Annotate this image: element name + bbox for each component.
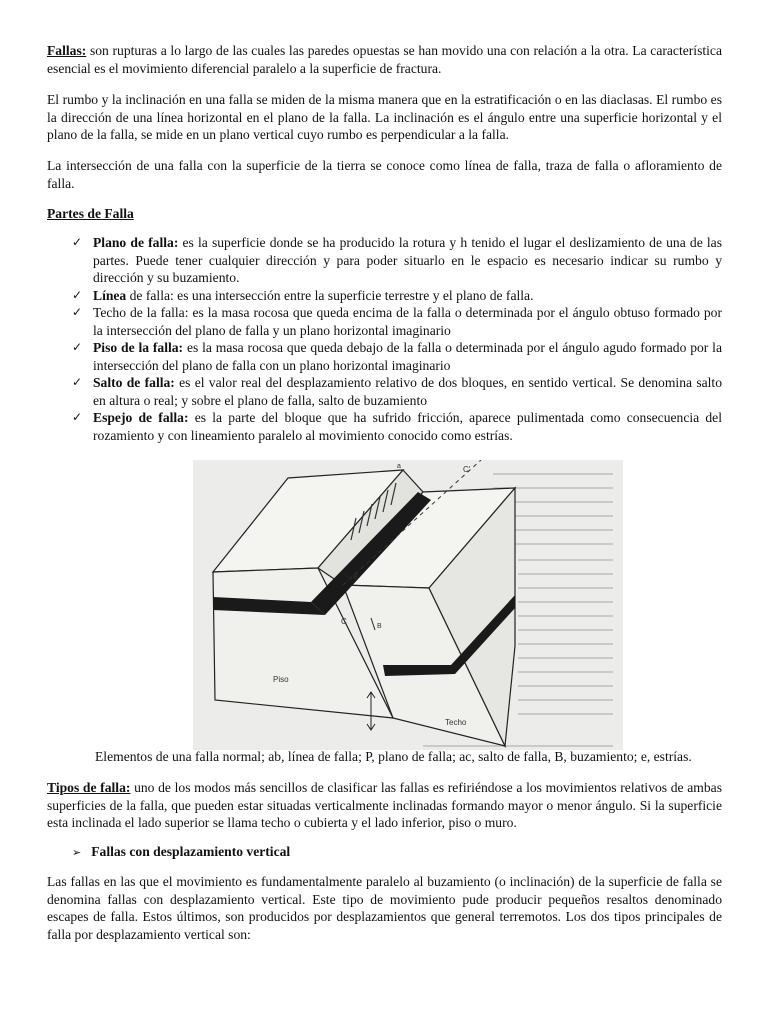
- fallas-term: Fallas:: [47, 43, 87, 58]
- list-item: [72, 287, 722, 305]
- label-c: C: [341, 617, 347, 626]
- item-text: es la parte del bloque que ha sufrido fricción, aparece pulimentada como consecuencia del rozamiento y con lineamiento paralelo al movimiento conocido como estrías.: [93, 410, 722, 443]
- item-term: Piso de la falla:: [93, 340, 184, 355]
- vertical-heading: [72, 843, 290, 862]
- tipos-paragraph: [47, 779, 722, 832]
- label-techo: Techo: [445, 718, 467, 727]
- label-c-top: C': [463, 465, 471, 474]
- item-text: Techo de la falla: es la masa rocosa que queda encima de la falla o determinada por el ángulo obtuso formado por la intersección del plano de falla y un plano horizontal imaginario: [93, 305, 722, 338]
- fault-diagram: [193, 460, 623, 750]
- item-text: es la superficie donde se ha producido la rotura y h tenido el lugar el deslizamiento de una de las partes. Puede tener cualquier dirección y para poder situarlo en le espacio es necesario indicar su rumbo y dirección y su buzamiento.: [93, 235, 723, 285]
- vertical-heading-text: Fallas con desplazamiento vertical: [91, 844, 291, 859]
- list-item: [72, 339, 722, 374]
- checkmark-icon: ✓: [72, 287, 83, 302]
- list-item: [72, 374, 722, 409]
- tipos-text: uno de los modos más sencillos de clasificar las fallas es refiriéndose a los movimientos relativos de ambas superficies de la falla, que pueden estar situadas verticalmente inclinadas formando mayor o menor ángulo. Si la superficie esta inclinada el lado superior se llama techo o cubierta y el lado inferior, piso o muro.: [47, 780, 722, 830]
- item-text: de falla: es una intersección entre la superficie terrestre y el plano de falla.: [126, 287, 534, 303]
- list-item: [72, 234, 722, 287]
- vertical-paragraph: Las fallas en las que el movimiento es fundamentalmente paralelo al buzamiento (o inclinación) de la superficie de falla se denomina fallas con desplazamiento vertical. Este tipo de movimiento pude producir pequeños resaltos denominado escapes de falla. Estos últimos, son producidos por desplazamientos que general terremotos. Los dos tipos principales de falla por desplazamiento vertical son:: [47, 874, 722, 942]
- list-item: [72, 409, 722, 444]
- item-term: Plano de falla:: [93, 235, 179, 250]
- label-a: a: [397, 463, 401, 470]
- item-text: es el valor real del desplazamiento relativo de dos bloques, en sentido vertical. Se denomina salto en altura o real; y sobre el plano de falla, salto de buzamiento: [93, 375, 722, 408]
- checkmark-icon: ✓: [72, 340, 83, 354]
- fallas-definition: [47, 42, 722, 77]
- tipos-term: Tipos de falla:: [47, 780, 131, 795]
- checkmark-icon: ✓: [72, 375, 83, 389]
- partes-list: [72, 234, 722, 444]
- checkmark-icon: ✓: [72, 410, 83, 424]
- label-b-lower: B: [377, 623, 382, 630]
- label-b-upper: B: [353, 574, 358, 581]
- item-term: Línea: [93, 287, 127, 303]
- interseccion-paragraph: La intersección de una falla con la superficie de la tierra se conoce como línea de falla, traza de falla o afloramiento de falla.: [47, 158, 722, 191]
- item-text: es la masa rocosa que queda debajo de la falla o determinada por el ángulo agudo formado por la intersección del plano de falla con un plano horizontal imaginario: [93, 340, 722, 373]
- checkmark-icon: ✓: [72, 305, 83, 319]
- label-piso: Piso: [273, 675, 289, 684]
- figure-caption: Elementos de una falla normal; ab, línea de falla; P, plano de falla; ac, salto de falla, B, buzamiento; e, estrías.: [95, 749, 692, 764]
- arrow-bullet-icon: ➢: [72, 846, 82, 859]
- item-term: Espejo de falla:: [93, 410, 189, 425]
- fault-diagram-svg: [193, 460, 623, 750]
- partes-heading: Partes de Falla: [47, 206, 134, 221]
- fallas-definition-text: son rupturas a lo largo de las cuales las paredes opuestas se han movido una con relación a la otra. La característica esencial es el movimiento diferencial paralelo a la superficie de fractura.: [47, 43, 722, 76]
- item-term: Salto de falla:: [93, 375, 175, 390]
- rumbo-paragraph: El rumbo y la inclinación en una falla se miden de la misma manera que en la estratificación o en las diaclasas. El rumbo es la dirección de una línea horizontal en el plano de la falla. La inclinación es el ángulo entre una superficie horizontal y el plano de la falla, se mide en un plano vertical cuyo rumbo es perpendicular a la falla.: [47, 92, 722, 142]
- list-item: [72, 304, 722, 339]
- checkmark-icon: ✓: [72, 235, 83, 249]
